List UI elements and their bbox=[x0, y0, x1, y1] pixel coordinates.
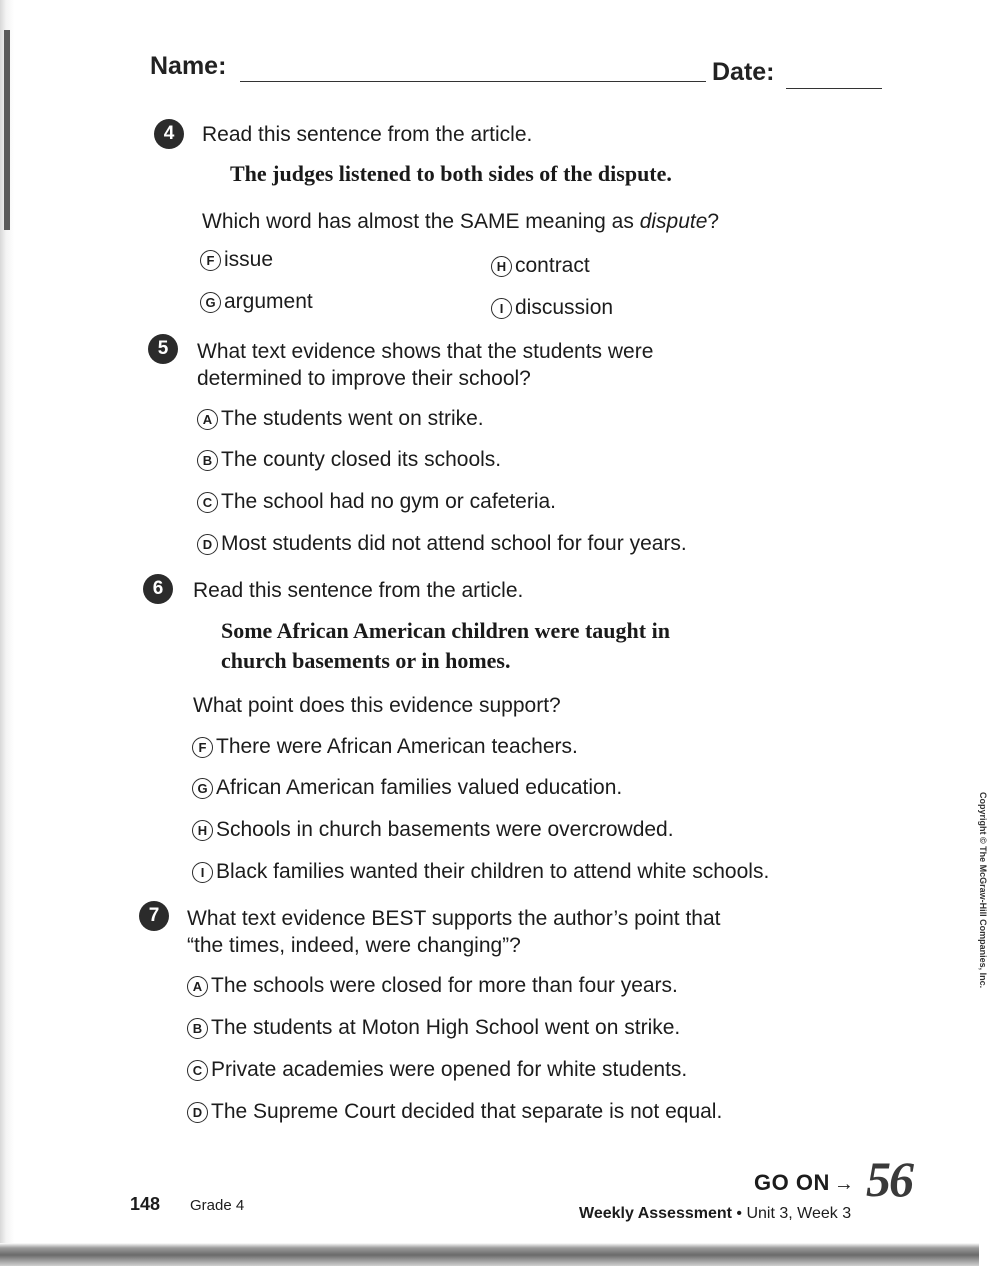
question-6-question: What point does this evidence support? bbox=[193, 694, 561, 717]
grade-label: Grade 4 bbox=[190, 1197, 245, 1214]
question-number-6: 6 bbox=[143, 574, 173, 604]
answer-bubble-d[interactable]: D bbox=[187, 1102, 208, 1123]
question-5-option-d[interactable] bbox=[197, 531, 687, 557]
question-4-quote: The judges listened to both sides of the dispute. bbox=[230, 161, 672, 186]
answer-bubble-c[interactable]: C bbox=[187, 1060, 208, 1081]
option-text: African American families valued education. bbox=[216, 776, 623, 799]
copyright-notice: Copyright © The McGraw-Hill Companies, Inc. bbox=[978, 792, 988, 989]
option-text: Schools in church basements were overcrowded. bbox=[216, 818, 674, 841]
question-5-option-c[interactable] bbox=[197, 489, 556, 515]
question-6-option-h[interactable] bbox=[192, 817, 674, 843]
question-4-question-text: Which word has almost the SAME meaning as bbox=[202, 210, 640, 233]
name-label: Name: bbox=[150, 52, 227, 80]
assessment-info bbox=[579, 1205, 851, 1223]
option-text: Private academies were opened for white students. bbox=[211, 1058, 688, 1081]
question-4-option-i[interactable] bbox=[491, 295, 613, 321]
question-number-7: 7 bbox=[139, 901, 169, 931]
question-5-prompt: What text evidence shows that the students were determined to improve their school? bbox=[197, 340, 654, 390]
scan-bottom-edge bbox=[0, 1243, 979, 1266]
answer-bubble-i[interactable]: I bbox=[192, 862, 213, 883]
name-date-header bbox=[150, 52, 885, 92]
question-6-option-i[interactable] bbox=[192, 859, 769, 885]
question-7-option-b[interactable] bbox=[187, 1015, 680, 1041]
option-text: The county closed its schools. bbox=[221, 448, 502, 471]
option-text: issue bbox=[224, 248, 274, 271]
option-text: The students at Moton High School went on strike. bbox=[211, 1016, 681, 1039]
answer-bubble-d[interactable]: D bbox=[197, 534, 218, 555]
option-text: The students went on strike. bbox=[221, 407, 484, 430]
answer-bubble-a[interactable]: A bbox=[197, 409, 218, 430]
answer-bubble-h[interactable]: H bbox=[192, 820, 213, 841]
date-label: Date: bbox=[712, 58, 775, 86]
question-4-option-g[interactable] bbox=[200, 289, 313, 315]
option-text: There were African American teachers. bbox=[216, 735, 578, 758]
option-text: The Supreme Court decided that separate is not equal. bbox=[211, 1100, 723, 1123]
name-field[interactable] bbox=[240, 81, 706, 82]
page-number: 148 bbox=[130, 1194, 161, 1214]
option-text: contract bbox=[515, 254, 590, 277]
go-on-indicator bbox=[754, 1170, 854, 1196]
question-4-prompt: Read this sentence from the article. bbox=[202, 123, 533, 146]
question-7-option-c[interactable] bbox=[187, 1057, 687, 1083]
assessment-unit: • Unit 3, Week 3 bbox=[731, 1205, 852, 1222]
question-5-option-a[interactable] bbox=[197, 406, 484, 432]
option-text: discussion bbox=[515, 296, 614, 319]
question-4-question bbox=[202, 208, 719, 235]
answer-bubble-b[interactable]: B bbox=[197, 450, 218, 471]
question-4-option-h[interactable] bbox=[491, 253, 590, 279]
question-6-option-f[interactable] bbox=[192, 734, 578, 760]
assessment-title: Weekly Assessment bbox=[579, 1205, 732, 1222]
option-text: Most students did not attend school for four years. bbox=[221, 532, 687, 555]
question-6-quote: Some African American children were taught in church basements or in homes. bbox=[221, 618, 670, 673]
question-4-question-keyword: dispute bbox=[639, 210, 708, 233]
question-4-option-f[interactable] bbox=[200, 247, 273, 273]
question-number-5: 5 bbox=[148, 334, 178, 364]
question-7-option-a[interactable] bbox=[187, 973, 678, 999]
answer-bubble-f[interactable]: F bbox=[200, 250, 221, 271]
answer-bubble-g[interactable]: G bbox=[192, 778, 213, 799]
answer-bubble-a[interactable]: A bbox=[187, 976, 208, 997]
question-4-question-mark: ? bbox=[707, 210, 720, 233]
question-7-option-d[interactable] bbox=[187, 1099, 722, 1125]
handwritten-page-number: 56 bbox=[866, 1151, 912, 1207]
answer-bubble-g[interactable]: G bbox=[200, 292, 221, 313]
question-5-option-b[interactable] bbox=[197, 447, 501, 473]
answer-bubble-f[interactable]: F bbox=[192, 737, 213, 758]
answer-bubble-h[interactable]: H bbox=[491, 256, 512, 277]
option-text: Black families wanted their children to attend white schools. bbox=[216, 860, 770, 883]
date-field[interactable] bbox=[786, 88, 882, 89]
answer-bubble-b[interactable]: B bbox=[187, 1018, 208, 1039]
answer-bubble-i[interactable]: I bbox=[491, 298, 512, 319]
option-text: The schools were closed for more than four years. bbox=[211, 974, 678, 997]
question-7-prompt: What text evidence BEST supports the author’s point that “the times, indeed, were changing”? bbox=[187, 907, 721, 957]
question-6-prompt: Read this sentence from the article. bbox=[193, 579, 524, 602]
answer-bubble-c[interactable]: C bbox=[197, 492, 218, 513]
question-6-option-g[interactable] bbox=[192, 775, 622, 801]
go-on-label: GO ON bbox=[754, 1170, 830, 1195]
option-text: The school had no gym or cafeteria. bbox=[221, 490, 557, 513]
scan-edge-mark bbox=[4, 30, 10, 230]
question-number-4: 4 bbox=[154, 119, 184, 149]
arrow-right-icon: → bbox=[833, 1173, 855, 1195]
option-text: argument bbox=[224, 290, 313, 313]
